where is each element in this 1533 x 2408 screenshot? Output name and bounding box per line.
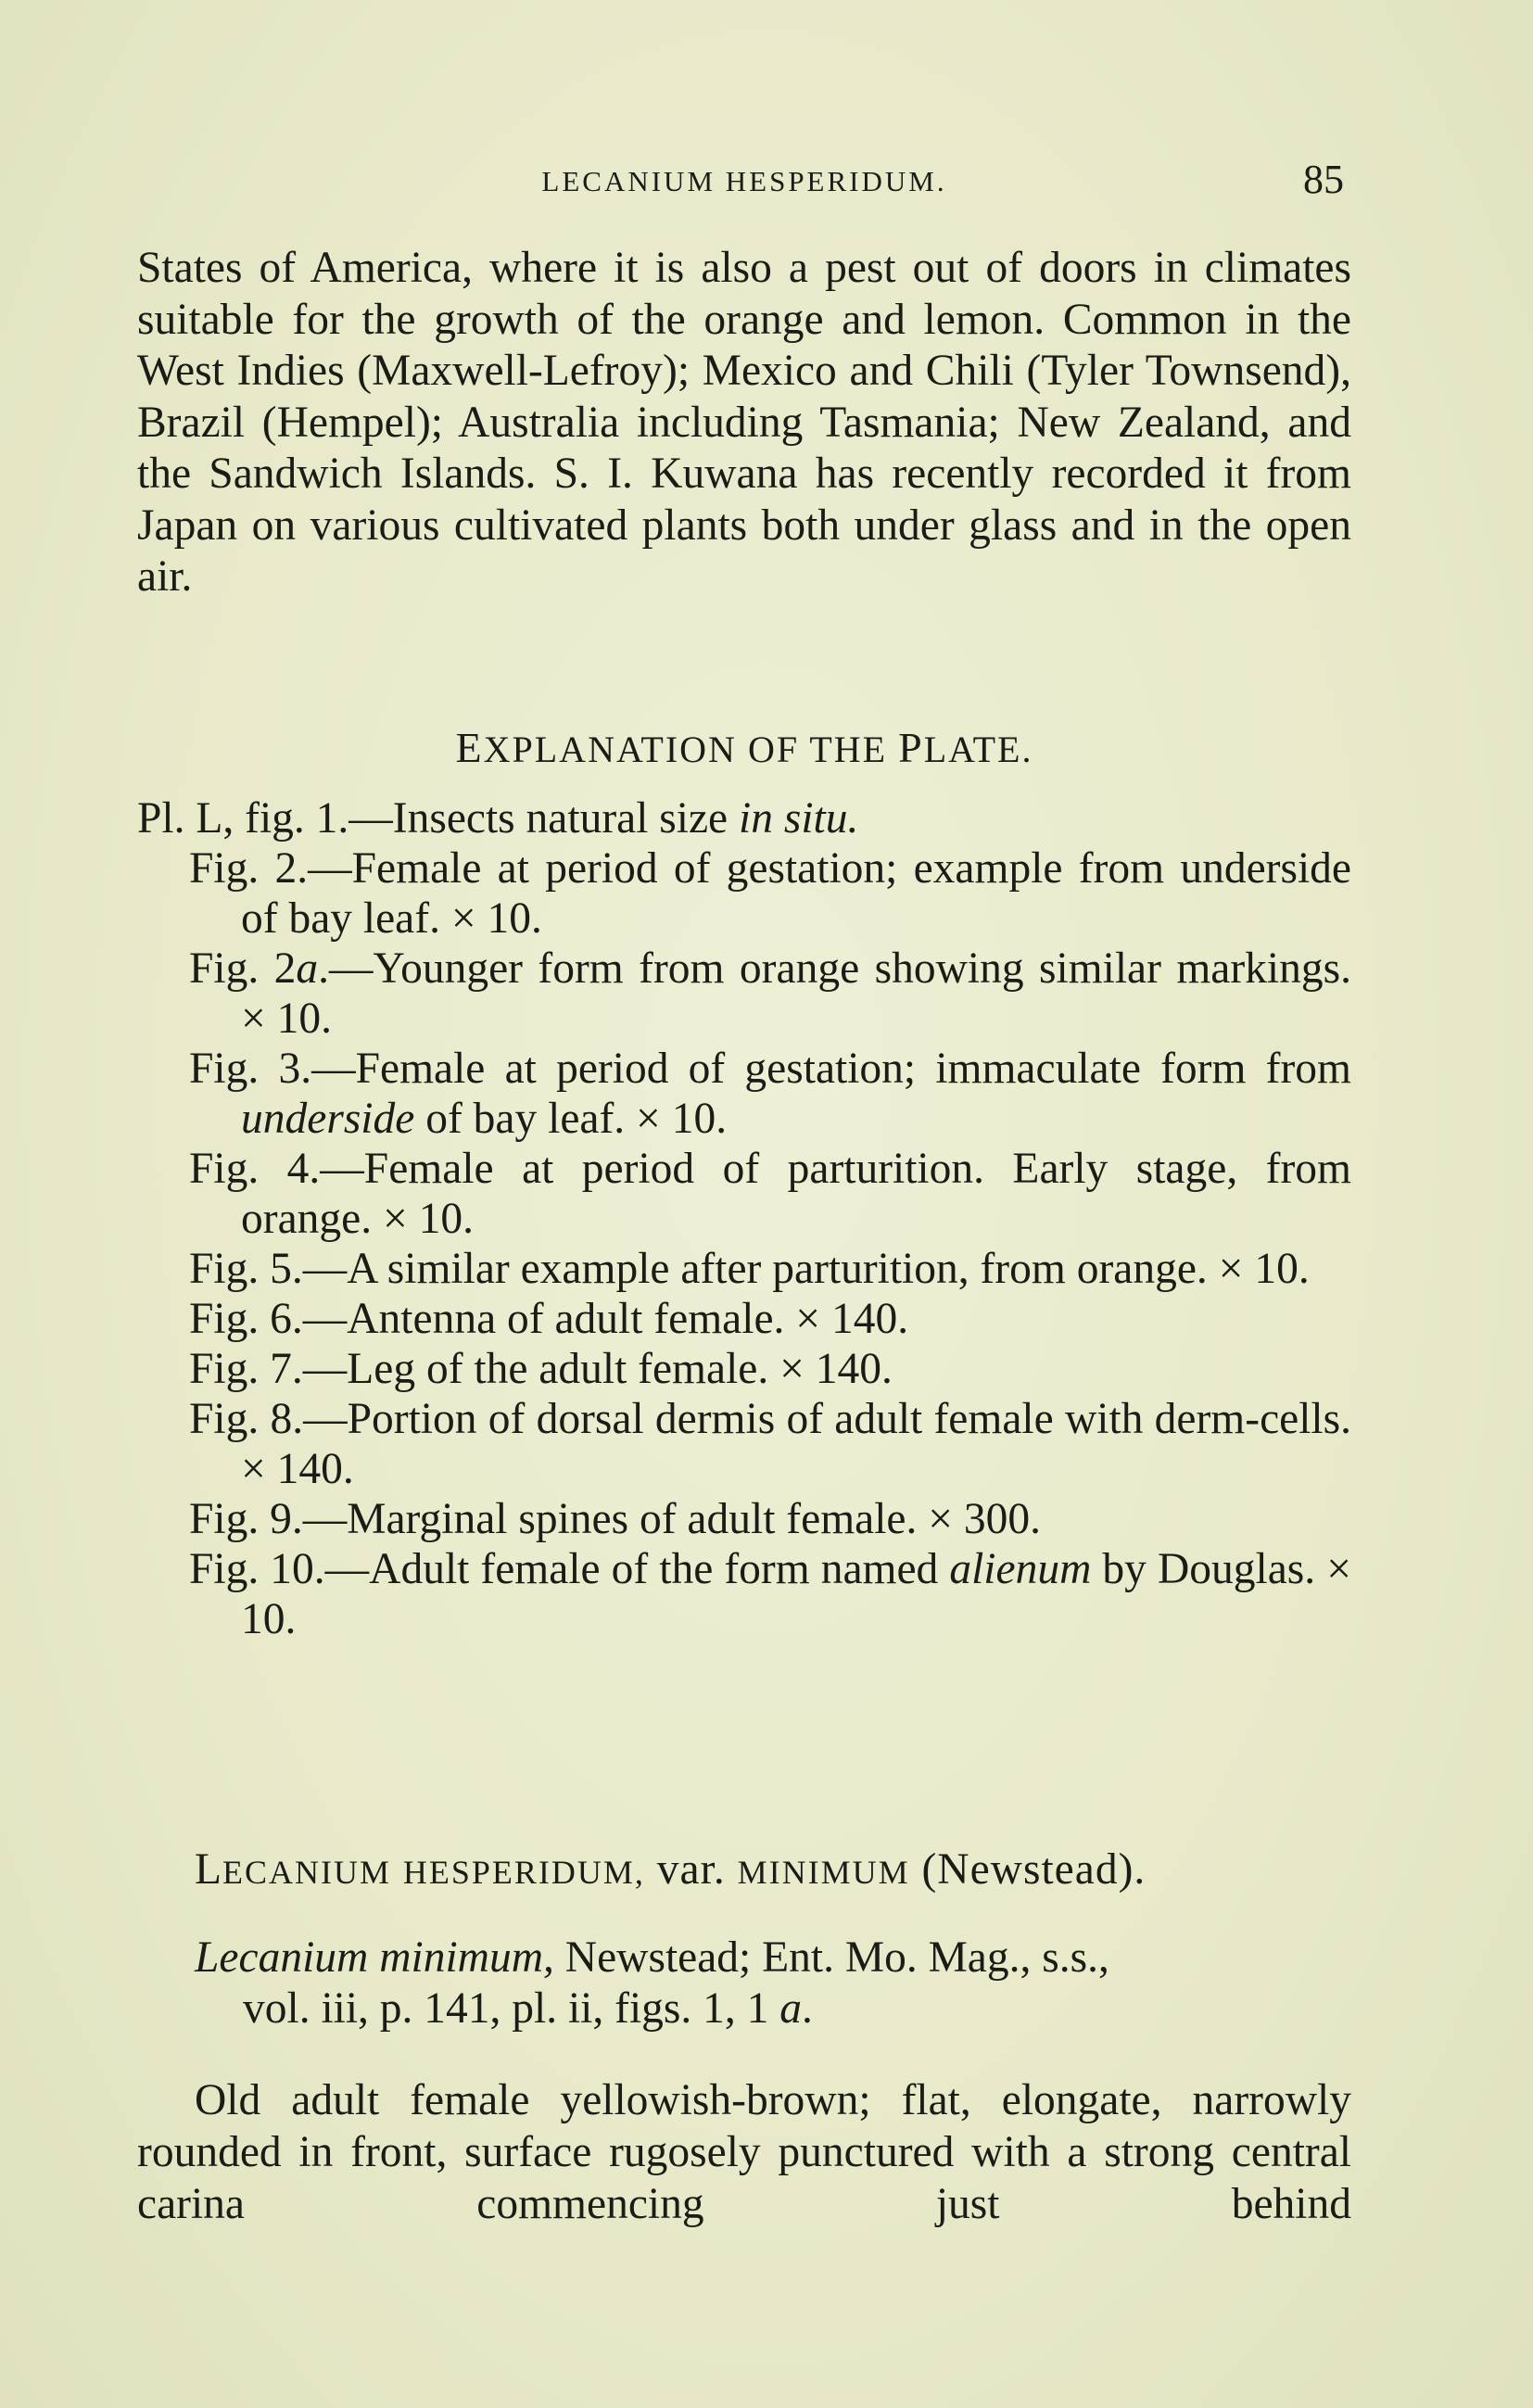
section-heading [137, 723, 1351, 772]
plate-entry: Fig. 7.—Leg of the adult female. × 140. [189, 1345, 893, 1393]
plate-entry: Pl. L, fig. 1.—Insects natural size in situ. [137, 794, 859, 843]
variety-name: MINIMUM [737, 1854, 910, 1891]
authority: (Newstead). [921, 1845, 1147, 1894]
plate-entry: Fig. 6.—Antenna of adult female. × 140. [189, 1295, 909, 1343]
heading-initial: E [455, 724, 484, 771]
running-head [137, 156, 1351, 211]
heading-word: THE [809, 729, 888, 770]
heading-word: OF [747, 729, 800, 770]
page-number: 85 [1303, 157, 1344, 202]
synonymy-line: Lecanium minimum, Newstead; Ent. Mo. Mag., s.s., [195, 1933, 1109, 1982]
description-paragraph: Old adult female yellowish-brown; flat, elongate, narrowly rounded in front, surface rugosely punctured with a strong central carina commencing just behind [137, 2076, 1351, 2228]
plate-entry: Fig. 10.—Adult female of the form named alienum by Douglas. × 10. [189, 1545, 1351, 1643]
heading-word: XPLANATION [483, 729, 737, 770]
plate-entry: Fig. 8.—Portion of dorsal dermis of adult female with derm-cells. × 140. [189, 1395, 1351, 1493]
species-heading [195, 1844, 1351, 1895]
synonymy [137, 1933, 1351, 2034]
plate-entry: Fig. 9.—Marginal spines of adult female. × 300. [189, 1495, 1042, 1543]
plate-entry: Fig. 2a.—Younger form from orange showing similar markings. × 10. [189, 944, 1351, 1043]
heading-initial: P [898, 724, 924, 771]
plate-entry: Fig. 2.—Female at period of gestation; example from underside of bay leaf. × 10. [189, 844, 1351, 943]
plate-explanation-list [137, 793, 1351, 1644]
heading-word: LATE. [923, 729, 1033, 770]
plate-entry: Fig. 4.—Female at period of parturition. Early stage, from orange. × 10. [189, 1145, 1351, 1243]
var-label: var. [656, 1845, 726, 1894]
body-paragraph: States of America, where it is also a pest out of doors in climates suitable for the growth of the orange and lemon. Common in the West Indies (Maxwell-Lefroy); Mexico and Chili (Tyler Townsend), Brazil (Hempel); Australia including Tasmania; New Zealand, and the Sandwich Islands. S. I. Kuwana has recently recorded it from Japan on various cultivated plants both under glass and in the open air. [137, 244, 1351, 601]
running-title: LECANIUM HESPERIDUM. [541, 165, 947, 197]
species-initial: L [195, 1845, 223, 1894]
synonymy-line: vol. iii, p. 141, pl. ii, figs. 1, 1 a. [243, 1984, 813, 2033]
plate-entry: Fig. 5.—A similar example after parturition, from orange. × 10. [189, 1245, 1310, 1293]
species-name: HESPERIDUM, [402, 1854, 645, 1891]
plate-entry: Fig. 3.—Female at period of gestation; immaculate form from underside of bay leaf. × 10. [189, 1045, 1351, 1143]
genus-name: ECANIUM [222, 1854, 392, 1891]
